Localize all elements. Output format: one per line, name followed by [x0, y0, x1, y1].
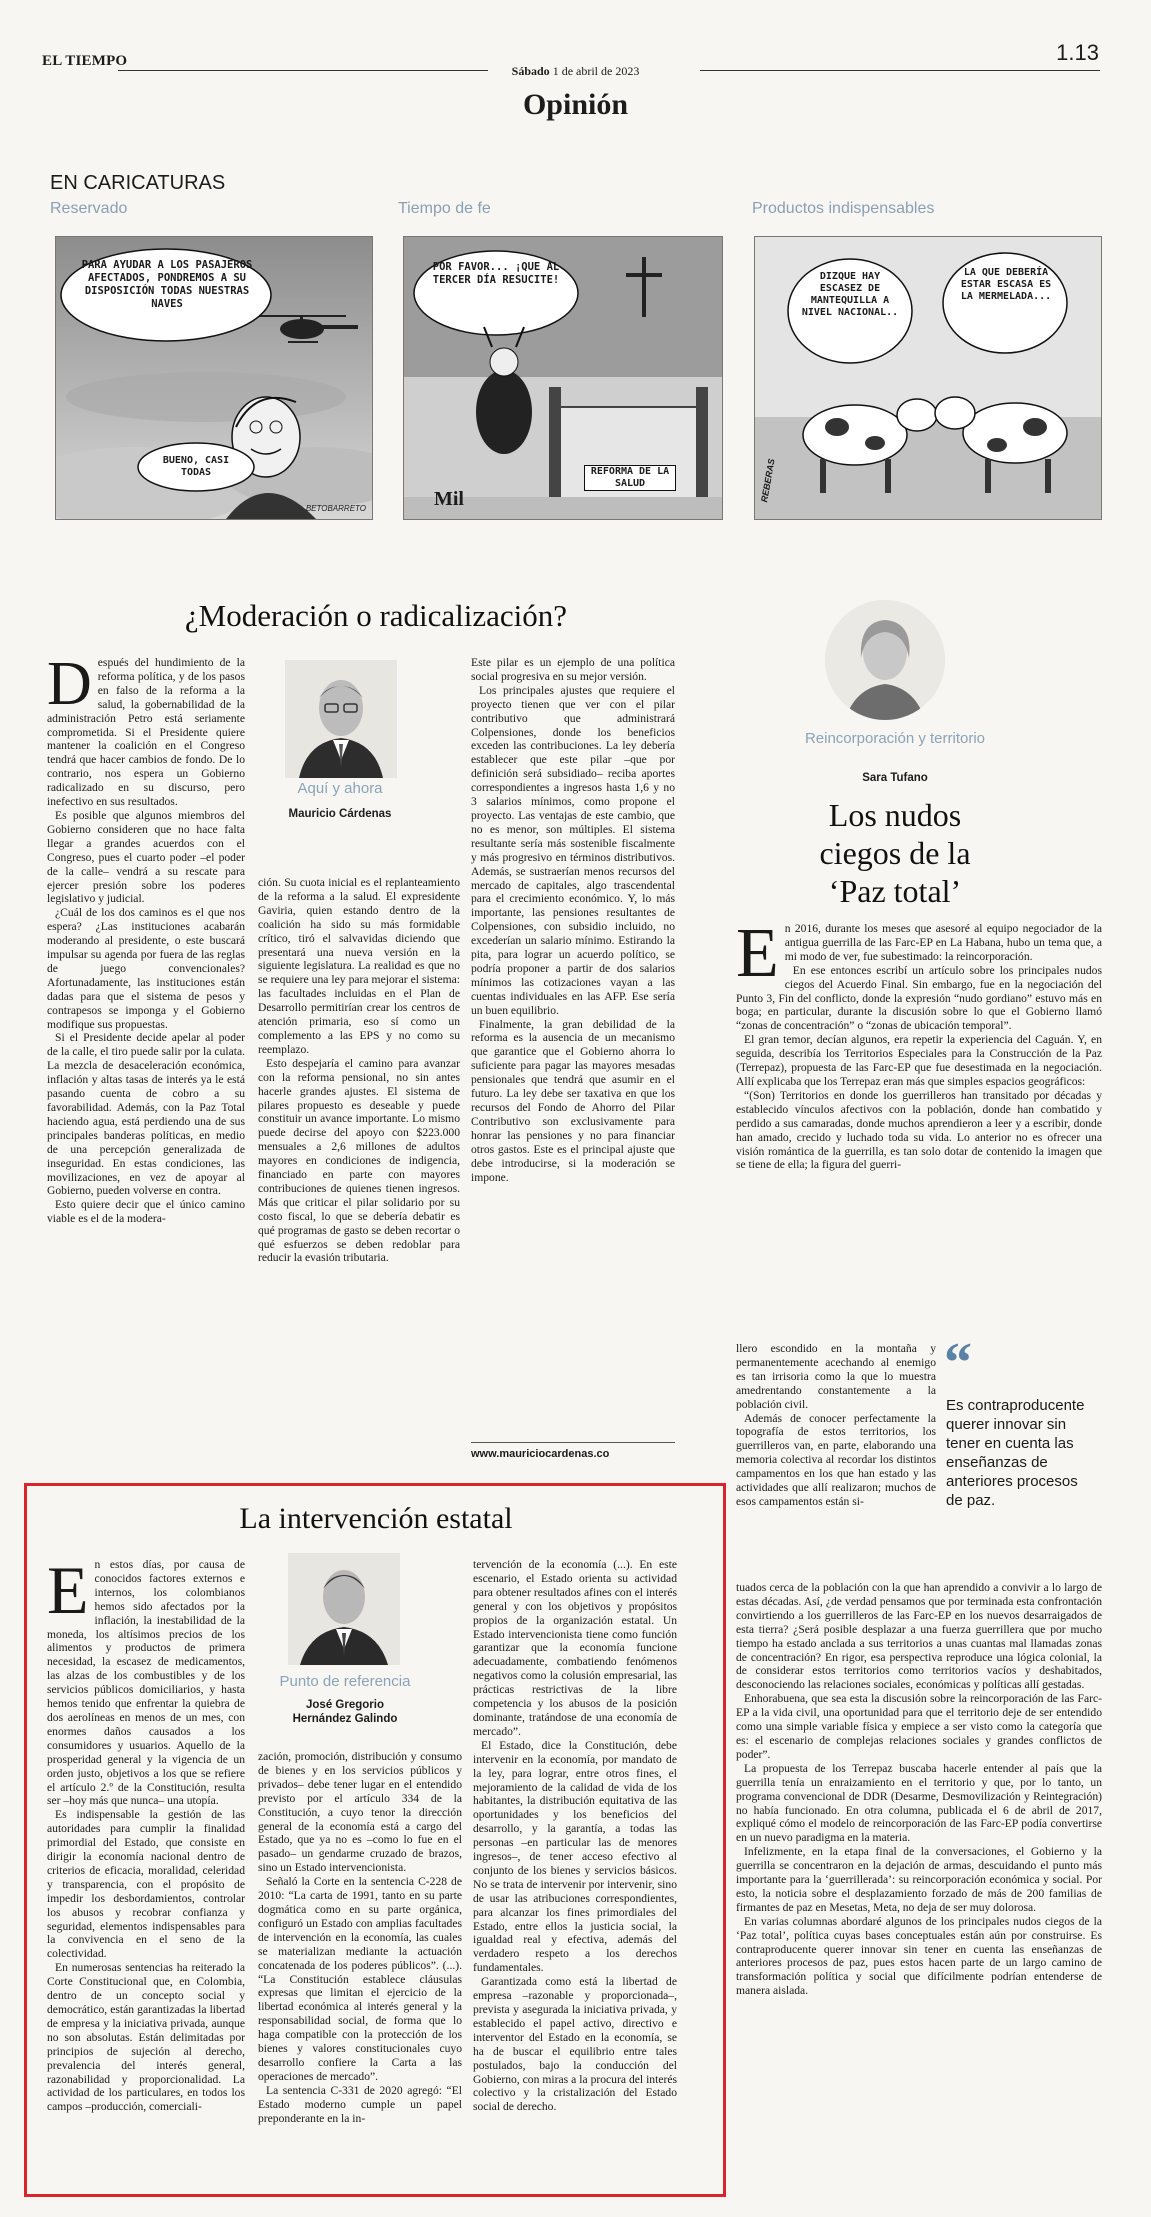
- article2-paragraph: tuados cerca de la población con la que han aprendido a convivir a lo largo de estas décadas. Así, ¿de verdad pensamos que por terminada esta confrontación convirtiendo a los guerrilleros de las Farc-EP en los nuevos desarraigados de esta tierra? ¿Será posible desplazar a una fuerza guerrillera que por mucho tiempo ha estado anclada a sus territorios a unas cuantas mal llamadas zonas de concentración? En rigor, esa perspectiva reproduce una lógica colonial, la de considerar estos territorios como territorios vacíos y deshabitados, desconociendo las relaciones sociales, económicas y políticas allí gestadas.: [736, 1581, 1102, 1692]
- cartoon-title-1: Reservado: [50, 200, 128, 217]
- cartoons-ticker: EN CARICATURAS: [50, 172, 226, 194]
- article1-paragraph: Es posible que algunos miembros del Gobierno consideren que no hace falta llegar a grandes acuerdos con el Congreso, pues el cuarto poder –el poder de la calle– vendrá a su rescate para ejercer presión sobre los poderes legislativo y judicial.: [47, 808, 245, 906]
- article1-paragraph: Los principales ajustes que requiere el proyecto tienen que ver con el pilar contributivo que administrará Colpensiones, donde los beneficios exceden las contribuciones. La ley debería establecer que este pilar –que por definición será subsidiado– reciba aportes correspondientes a ingresos hasta 1,6 y no 3 salarios mínimos, como propone el proyecto. Las ventajas de este cambio, que no es menor, son múltiples. El sistema resultante sería más sostenible fiscalmente y más progresivo en términos distributivos. Además, se sustraerían menos recursos del mercado de capitales, algo trascendental para el crecimiento económico. Y, lo más importante, las pensiones resultantes de Colpensiones, con subsidio incluido, no excederían un salario mínimo. Estirando la pita, para lograr un acuerdo político, se podría proponer a partir de dos salarios mínimos las cotizaciones vayan a las cuentas individuales en las AFP. Ese sería un buen equilibrio.: [471, 683, 675, 1017]
- article3-paragraph: La sentencia C-331 de 2020 agregó: “El Estado moderno cumple un papel preponderante en la in-: [258, 2083, 462, 2125]
- article1-paragraph: ción. Su cuota inicial es el replanteamiento de la reforma a la salud. El expresidente Gaviria, quien estando dentro de la coalición ha sido su más formidable crítico, tiró el salvavidas diciendo que presentará una nueva versión en la siguiente legislatura. La realidad es que no se requiere una ley para mejorar el sistema: las facultades incluidas en el Plan de Desarrollo permitirían crear los centros de atención primaria, eso sí como un complemento a las EPS y no como su reemplazo.: [258, 876, 460, 1056]
- website-rule: [471, 1442, 675, 1443]
- article1-paragraph: Esto despejaría el camino para avanzar con la reforma pensional, no sin antes hacerle grandes ajustes. El sistema de pilares propuesto es deseable y puede constituir un avance importante. Lo mismo puede decirse del apoyo con $223.000 mensuales a 2,6 millones de adultos mayores en condiciones de indigencia, financiado en parte con mayores contribuciones de quienes tienen ingresos. Más que criticar el pilar solidario por su costo fiscal, lo que se debería debatir es qué programas de gasto se deben recortar o qué esfuerzos se deben redoblar para reducir la evasión tributaria.: [258, 1056, 460, 1265]
- article3-paragraph: zación, promoción, distribución y consumo de bienes y en los servicios públicos y privados– debe tener lugar en el entendido previsto por el artículo 334 de la Constitución, a cuyo tenor la dirección general de la economía está a cargo del Estado, que ya no es –como lo fue en el pasado– un gendarme cruzado de brazos, sino un Estado intervencionista.: [258, 1750, 462, 1875]
- article3-paragraph: Garantizada como está la libertad de empresa –razonable y proporcionada–, prevista y asegurada la iniciativa privada, y establecido el papel activo, directivo e interventor del Estado en la economía, se ha de buscar el equilibrio entre tales postulados, bajo la conducción del Gobierno, con miras a la procura del interés colectivo y la cristalización del Estado social de derecho.: [473, 1975, 677, 2114]
- cartoon-title-3: Productos indispensables: [752, 200, 935, 217]
- article1-paragraph: Finalmente, la gran debilidad de la reforma es la ausencia de un mecanismo que garantice que el Gobierno ahorra lo suficiente para pagar las mayores mesadas pensionales que tendrá que asumir en el futuro. La ley debe ser taxativa en que los recursos del Fondo de Ahorro del Pilar Contributivo son exclusivamente para honrar las pensiones y no para financiar otros gastos. Este es el principal ajuste que debe introducirse, si la moderación se impone.: [471, 1017, 675, 1184]
- newspaper-brand: EL TIEMPO: [42, 53, 128, 69]
- article2-paragraph: Además de conocer perfectamente la topografía de estos territorios, los guerrilleros van, en parte, elaborando una memoria colectiva al recordar los distintos campamentos en los que han estado y las actividades que allí realizaron; muchos de esos campamentos están si-: [736, 1411, 936, 1508]
- article2-pullquote: Es contraproducente querer innovar sin tener en cuenta las enseñanzas de anteriores procesos de paz.: [946, 1397, 1085, 1509]
- article2-paragraph: La propuesta de los Terrepaz buscaba hacerle entender al país que la guerrilla tenía un enraizamiento en el territorio y que, por lo tanto, un programa convencional de DDR (Desarme, Desmovilización y Reintegración) no había funcionado. En otra columna, publicada el 6 de abril de 2017, expliqué cómo el modelo de reincorporación de las Farc-EP podía convertirse en un nuevo paradigma en la materia.: [736, 1761, 1102, 1845]
- article2-kicker: Reincorporación y territorio: [804, 730, 986, 747]
- article1-website: www.mauriciocardenas.co: [471, 1448, 610, 1460]
- article1-author: Mauricio Cárdenas: [288, 808, 392, 820]
- article2-dropcap: E: [736, 915, 779, 992]
- article2-column-narrow: [736, 1342, 936, 1509]
- article3-author: [255, 1698, 435, 1726]
- cartoon1-signature: BETOBARRETO: [305, 504, 366, 513]
- author-portrait-mauricio: [285, 660, 397, 778]
- article3-paragraph: Es indispensable la gestión de las autoridades para cumplir la finalidad primordial del Estado, que consiste en dirigir la economía nacional dentro de criterios de eficacia, moralidad, celeridad y transparencia, con el propósito de impedir los desbordamientos, controlar los abusos y recobrar confianza y seguridad, elementos indispensables para la convivencia en el seno de la colectividad.: [47, 1808, 245, 1961]
- article2-column-tail: [736, 1581, 1102, 1998]
- article2-paragraph: n 2016, durante los meses que asesoré al equipo negociador de la antigua guerrilla de las Farc-EP en La Habana, hubo un tema que, a mi modo de ver, fue subestimado: la reincorporación.: [784, 922, 1102, 963]
- article1-headline: ¿Moderación o radicalización?: [184, 598, 568, 633]
- section-title: Opinión: [522, 88, 629, 121]
- article1-paragraph: ¿Cuál de los dos caminos es el que nos espera? ¿Las instituciones acabarán moderando al presidente, o este buscará impulsar su agenda por fuera de las reglas de juego convencionales? Afortunadamente, las instituciones están dadas para que el sistema de pesos y contrapesos se imponga y el Gobierno modifique sus propuestas.: [47, 906, 245, 1031]
- article2-paragraph: Enhorabuena, que sea esta la discusión sobre la reincorporación de las Farc-EP a la vida civil, una oportunidad para que el territorio deje de ser entendido como una simple variable física y empiece a ser visto como la categoría que es: el escenario de complejas relaciones sociales y grandes conflictos de poder”.: [736, 1692, 1102, 1761]
- cartoon2-bubble: POR FAVOR... ¡QUE AL TERCER DÍA RESUCITE!: [432, 261, 560, 286]
- article2-headline: [760, 796, 1030, 910]
- article2-headline-line-3: ‘Paz total’: [828, 873, 962, 909]
- article3-column-1: [47, 1552, 245, 2114]
- cartoon3-bubble-1: DIZQUE HAY ESCASEZ DE MANTEQUILLA A NIVEL NACIONAL..: [801, 271, 899, 318]
- article2-headline-line-2: ciegos de la: [819, 835, 971, 871]
- article2-column-wide: [736, 915, 1102, 1172]
- cartoon2-sign: REFORMA DE LA SALUD: [584, 465, 676, 491]
- article3-column-2: [258, 1750, 462, 2125]
- article3-author-line-1: José Gregorio: [306, 1699, 384, 1711]
- author-portrait-jose-gregorio: [288, 1553, 400, 1665]
- quote-mark-icon: “: [944, 1332, 972, 1394]
- article2-paragraph: En ese entonces escribí un artículo sobre los principales nudos ciegos del Acuerdo Final. Sin embargo, fue en la negociación del Punto 3, Fin del conflicto, donde la expresión “nudo gordiano” estuvo más en boga; en particular, durante la discusión sobre lo que el Gobierno llamó “zonas de concentración” o “zonas de ubicación temporal”.: [736, 963, 1102, 1033]
- article1-paragraph: Este pilar es un ejemplo de una política social progresiva en su mejor versión.: [471, 656, 675, 683]
- article3-headline: La intervención estatal: [239, 1502, 513, 1535]
- article3-paragraph: tervención de la economía (...). En este escenario, el Estado orienta su actividad para obtener resultados afines con el interés general y con los objetivos y propósitos propios de la organización estatal. Un Estado intervencionista tiene como función garantizar que la economía funcione adecuadamente, combatiendo fenómenos negativos como la colusión empresarial, las prácticas restrictivas de la libre competencia y los abusos de la posición dominante, tratándose de una economía de mercado”.: [473, 1558, 677, 1738]
- cartoon-reservado: [55, 236, 373, 520]
- page-number: 1.13: [1056, 40, 1099, 65]
- article3-column-3: [473, 1558, 677, 2114]
- article1-kicker: Aquí y ahora: [297, 780, 383, 797]
- date-rest: 1 de abril de 2023: [552, 64, 640, 78]
- article1-paragraph: Esto quiere decir que el único camino viable es el de la modera-: [47, 1198, 245, 1226]
- dateline: [0, 64, 1151, 79]
- cartoon-productos-indispensables: [754, 236, 1102, 520]
- article2-author: Sara Tufano: [862, 772, 928, 784]
- article1-paragraph: Si el Presidente decide apelar al poder de la calle, el tiro puede salir por la culata. La mezcla de desaceleración económica, inflación y altas tasas de interés ya le está pasando cuenta de cobro a su favorabilidad. Además, con la Paz Total haciendo agua, está perdiendo una de sus principales banderas políticas, en medio de una percepción generalizada de inseguridad. En estas condiciones, las movilizaciones, en vez de apoyar al Gobierno, pueden volverse en contra.: [47, 1031, 245, 1198]
- article3-kicker: Punto de referencia: [279, 1673, 411, 1690]
- cartoon1-bubble-1: PARA AYUDAR A LOS PASAJEROS AFECTADOS, PONDREMOS A SU DISPOSICIÓN TODAS NUESTRAS NAVES: [81, 259, 253, 310]
- article3-paragraph: En numerosas sentencias ha reiterado la Corte Constitucional que, en Colombia, dentro de un concepto social y democrático, están garantizadas la libertad de empresa y la iniciativa privada, aunque no son absolutas. Están delimitadas por principios de sujeción al derecho, prevalencia del interés general, razonabilidad y proporcionalidad. La actividad de los particulares, en todos los campos –producción, comerciali-: [47, 1961, 245, 2114]
- cartoon-title-2: Tiempo de fe: [398, 200, 491, 217]
- article3-paragraph: Señaló la Corte en la sentencia C-228 de 2010: “La carta de 1991, tanto en su parte dogmática como en su parte orgánica, configuró un Estado con amplias facultades de intervención en la economía, las cuales se materializan mediante la actuación concatenada de los poderes públicos”. (...). “La Constitución establece cláusulas expresas que limitan el ejercicio de la libertad económica al interés general y la responsabilidad social, de forma que lo haga compatible con la protección de los bienes y valores constitucionales cuyo desarrollo confiere la Carta a las operaciones de mercado”.: [258, 1875, 462, 2083]
- cartoon1-bubble-2: BUENO, CASI TODAS: [162, 455, 230, 478]
- article1-dropcap: D: [47, 650, 92, 718]
- article2-paragraph: llero escondido en la montaña y permanentemente acechando al enemigo es tan irrisoria como la que lo muestra amedrentando constantemente a la población civil.: [736, 1342, 936, 1411]
- cartoon3-signature: REBERAS: [759, 457, 777, 503]
- article1-paragraph: espués del hundimiento de la reforma política, y de los pasos en falso de la reforma a la salud, la gobernabilidad de la administración Petro está seriamente comprometida. Si el Presidente quiere mantener la coalición en el Congreso tendrá que hacer cambios de fondo. De lo contrario, nos espera un Gobierno radicalizado en su discurso, pero inefectivo en sus resultados.: [47, 656, 245, 809]
- article2-paragraph: Infelizmente, en la etapa final de la conversaciones, el Gobierno y la guerrilla se concentraron en la dejación de armas, descuidando el punto más importante para la ‘guerrillerada’: su reincorporación económica y social. Por esto, la noticia sobre el desplazamiento forzado de más de 200 familias de firmantes de paz en Mesetas, Meta, no deja de ser muy dolorosa.: [736, 1845, 1102, 1914]
- article3-paragraph: El Estado, dice la Constitución, debe intervenir en la economía, por mandato de la ley, para lograr, entre otros fines, el mejoramiento de la calidad de vida de los habitantes, la distribución equitativa de las oportunidades y los beneficios del desarrollo, y la garantía, a todas las personas –en particular las de menores ingresos–, de tener acceso efectivo al conjunto de los bienes y servicios básicos. No se trata de intervenir por intervenir, sino de usar las atribuciones correspondientes, para alcanzar los fines primordiales del Estado, entre ellos la justicia social, la igualdad real y efectiva, además del verdadero respeto a los derechos fundamentales.: [473, 1738, 677, 1975]
- article1-column-1: [47, 650, 245, 1226]
- article2-paragraph: El gran temor, decían algunos, era repetir la experiencia del Caguán. Y, en seguida, describía los Territorios Especiales para la Construcción de la Paz (Terrepaz), propuesta de las Farc-EP que fue desestimada en la negociación. Allí explicaba que los Terrepaz eran más que simples espacios geográficos:: [736, 1033, 1102, 1088]
- article1-column-2: [258, 876, 460, 1265]
- article1-column-3: [471, 656, 675, 1184]
- cartoon3-bubble-2: LA QUE DEBERÍA ESTAR ESCASA ES LA MERMELADA...: [960, 267, 1052, 302]
- author-portrait-sara: [825, 600, 945, 720]
- article2-paragraph: “(Son) Territorios en donde los guerrilleros han transitado por décadas y establecido vínculos afectivos con la población, donde han combatido y perdido a sus camaradas, donde muchos aprendieron a leer y a escribir, donde han amado, crecido y luchado toda su vida. Lo anterior no es ofrecer una visión romántica de la guerrilla, es tan solo dotar de contenido la imagen que se tiene de ella; la figura del guerri-: [736, 1088, 1102, 1172]
- date-day: Sábado: [511, 64, 550, 78]
- cartoon-tiempo-de-fe: [403, 236, 723, 520]
- article2-paragraph: En varias columnas abordaré algunos de los principales nudos ciegos de la ‘Paz total’, política cuyas bases conceptuales están aún por construirse. Es contraproducente querer innovar sin tener en cuenta las enseñanzas de anteriores procesos de paz, pues estos hacen parte de un largo camino de transformación política y social que difícilmente podrían entenderse de manera aislada.: [736, 1914, 1102, 1998]
- article2-headline-line-1: Los nudos: [828, 797, 962, 833]
- cartoon2-signature: Mil: [434, 488, 464, 510]
- article3-paragraph: n estos días, por causa de conocidos factores externos e internos, los colombianos hemos sido afectados por la inflación, la inestabilidad de la moneda, los altísimos precios de los alimentos y productos de primera necesidad, la escasez de medicamentos, las alzas de los combustibles y de los servicios públicos domiciliarios, y hasta hemos tenido que enfrentar la quiebra de dos aerolíneas en menos de un mes, con enormes daños causados a los consumidores y usuarios. Aquello de la prosperidad general y la vigencia de un orden justo, objetivos a los que se refiere el artículo 2.º de la Constitución, resulta ser –hoy más que nunca– una utopía.: [47, 1558, 245, 1808]
- article3-dropcap: E: [47, 1552, 89, 1628]
- article3-author-line-2: Hernández Galindo: [292, 1713, 398, 1725]
